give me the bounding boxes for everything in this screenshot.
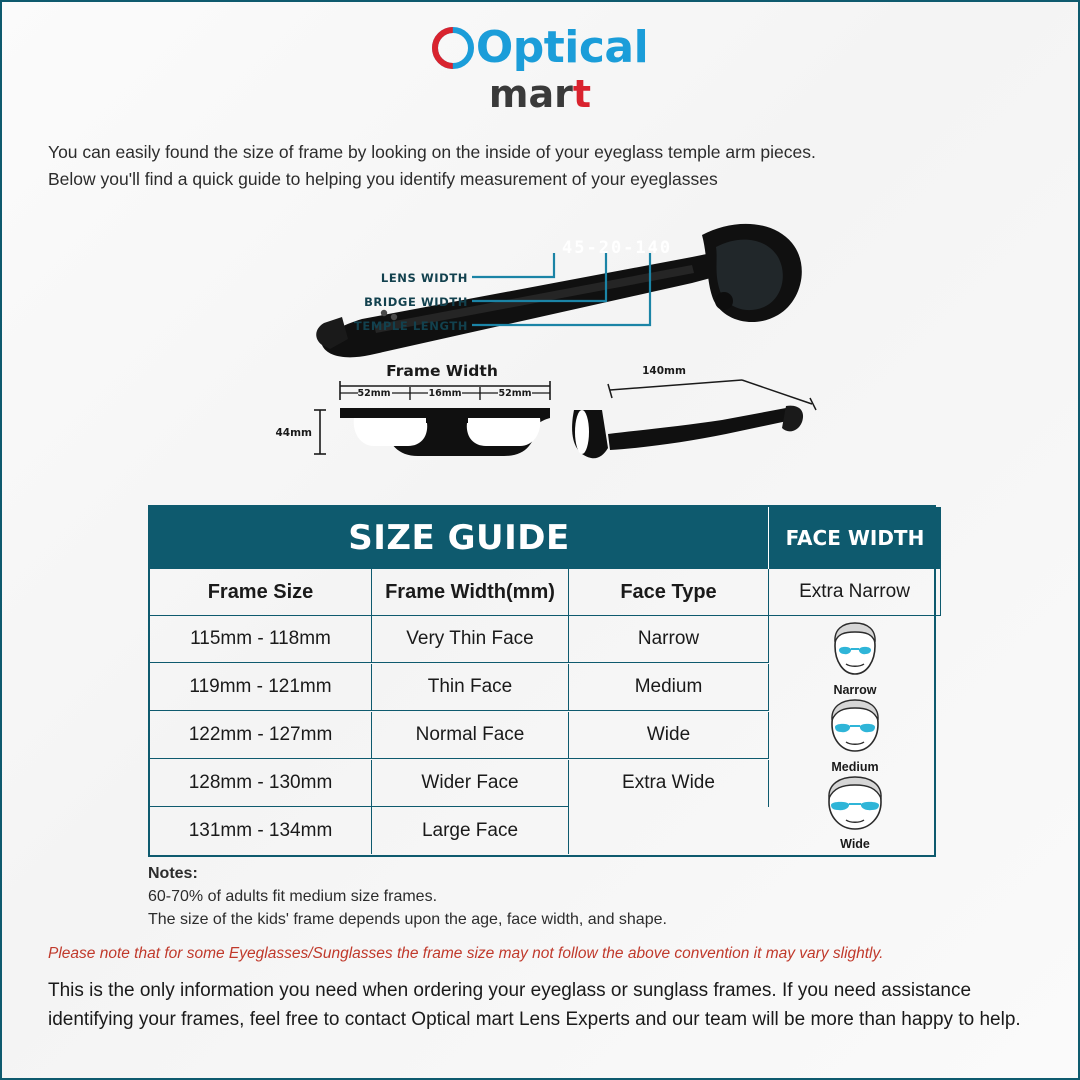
svg-text:TEMPLE LENGTH: TEMPLE LENGTH (353, 319, 468, 334)
intro-line-1: You can easily found the size of frame by looking on the inside of your eyeglass temple arm pieces. (48, 142, 816, 162)
intro-line-2: Below you'll find a quick guide to helping you identify measurement of your eyeglasses (48, 169, 718, 190)
notes-line-1: 60-70% of adults fit medium size frames. (148, 887, 438, 905)
svg-text:16mm: 16mm (428, 388, 462, 400)
front-view-svg (2, 360, 1080, 495)
table-row: Normal Face (372, 712, 569, 759)
table-row: Large Face (372, 807, 569, 854)
face-icon-label-wide: Wide (840, 837, 870, 852)
table-row: Extra Wide (569, 760, 769, 807)
table-row: Wider Face (372, 760, 569, 807)
table-row: 115mm - 118mm (150, 616, 372, 663)
closing-text: This is the only information you need when ordering your eyeglass or sunglass frames. If you need assistance identifying your frames, feel free to contact Optical mart Lens Experts and our team will be more than happy to help. (48, 980, 1021, 1030)
logo-secondary-text (2, 72, 1078, 116)
table-row: Narrow (569, 616, 769, 663)
brand-logo (2, 22, 1078, 116)
svg-text:BRIDGE WIDTH: BRIDGE WIDTH (364, 295, 468, 310)
notes-heading: Notes: (148, 865, 198, 883)
svg-text:140mm: 140mm (642, 365, 686, 378)
face-width-header: FACE WIDTH (769, 507, 941, 569)
table-title: SIZE GUIDE (150, 507, 769, 569)
logo-word-optical: Optical (475, 22, 649, 73)
face-icon-label-narrow: Narrow (833, 683, 877, 698)
table-row: Extra Narrow (769, 569, 941, 616)
svg-text:Frame Width: Frame Width (386, 362, 498, 381)
table-row: 131mm - 134mm (150, 807, 372, 854)
size-guide-table (148, 505, 936, 857)
face-icon-medium-item (820, 697, 890, 774)
svg-text:44mm: 44mm (275, 427, 312, 440)
table-row: 122mm - 127mm (150, 712, 372, 759)
face-width-illustrations (769, 616, 941, 855)
svg-text:LENS WIDTH: LENS WIDTH (380, 271, 468, 286)
face-icon-narrow-item (820, 620, 890, 697)
svg-text:52mm: 52mm (498, 388, 532, 400)
face-narrow-icon (820, 620, 890, 680)
face-icon-label-medium: Medium (831, 760, 879, 775)
face-icon-wide-item (820, 774, 890, 851)
notes-block (148, 863, 932, 931)
table-row: Medium (569, 664, 769, 711)
disclaimer-text: Please note that for some Eyeglasses/Sunglasses the frame size may not follow the above convention it may vary slightly. (48, 945, 884, 963)
side-view-diagram (2, 205, 1080, 360)
column-header-face-type: Face Type (569, 569, 769, 616)
table-row: Thin Face (372, 664, 569, 711)
table-row: 128mm - 130mm (150, 760, 372, 807)
column-header-frame-width: Frame Width(mm) (372, 569, 569, 616)
table-row: 119mm - 121mm (150, 664, 372, 711)
notes-line-2: The size of the kids' frame depends upon the age, face width, and shape. (148, 910, 667, 928)
svg-text:45-20-140: 45-20-140 (562, 238, 673, 259)
logo-letter-t: t (572, 72, 592, 116)
front-view-diagram (2, 360, 1080, 495)
logo-o-ring-icon (432, 27, 474, 69)
table-row: Wide (569, 712, 769, 759)
face-medium-icon (820, 697, 890, 757)
column-header-frame-size: Frame Size (150, 569, 372, 616)
svg-text:52mm: 52mm (357, 388, 391, 400)
logo-word-mar: mar (488, 72, 573, 116)
table-row: Very Thin Face (372, 616, 569, 663)
face-wide-icon (820, 774, 890, 834)
intro-text (48, 139, 1032, 193)
side-view-svg (2, 205, 1080, 360)
logo-primary-text (432, 22, 649, 73)
